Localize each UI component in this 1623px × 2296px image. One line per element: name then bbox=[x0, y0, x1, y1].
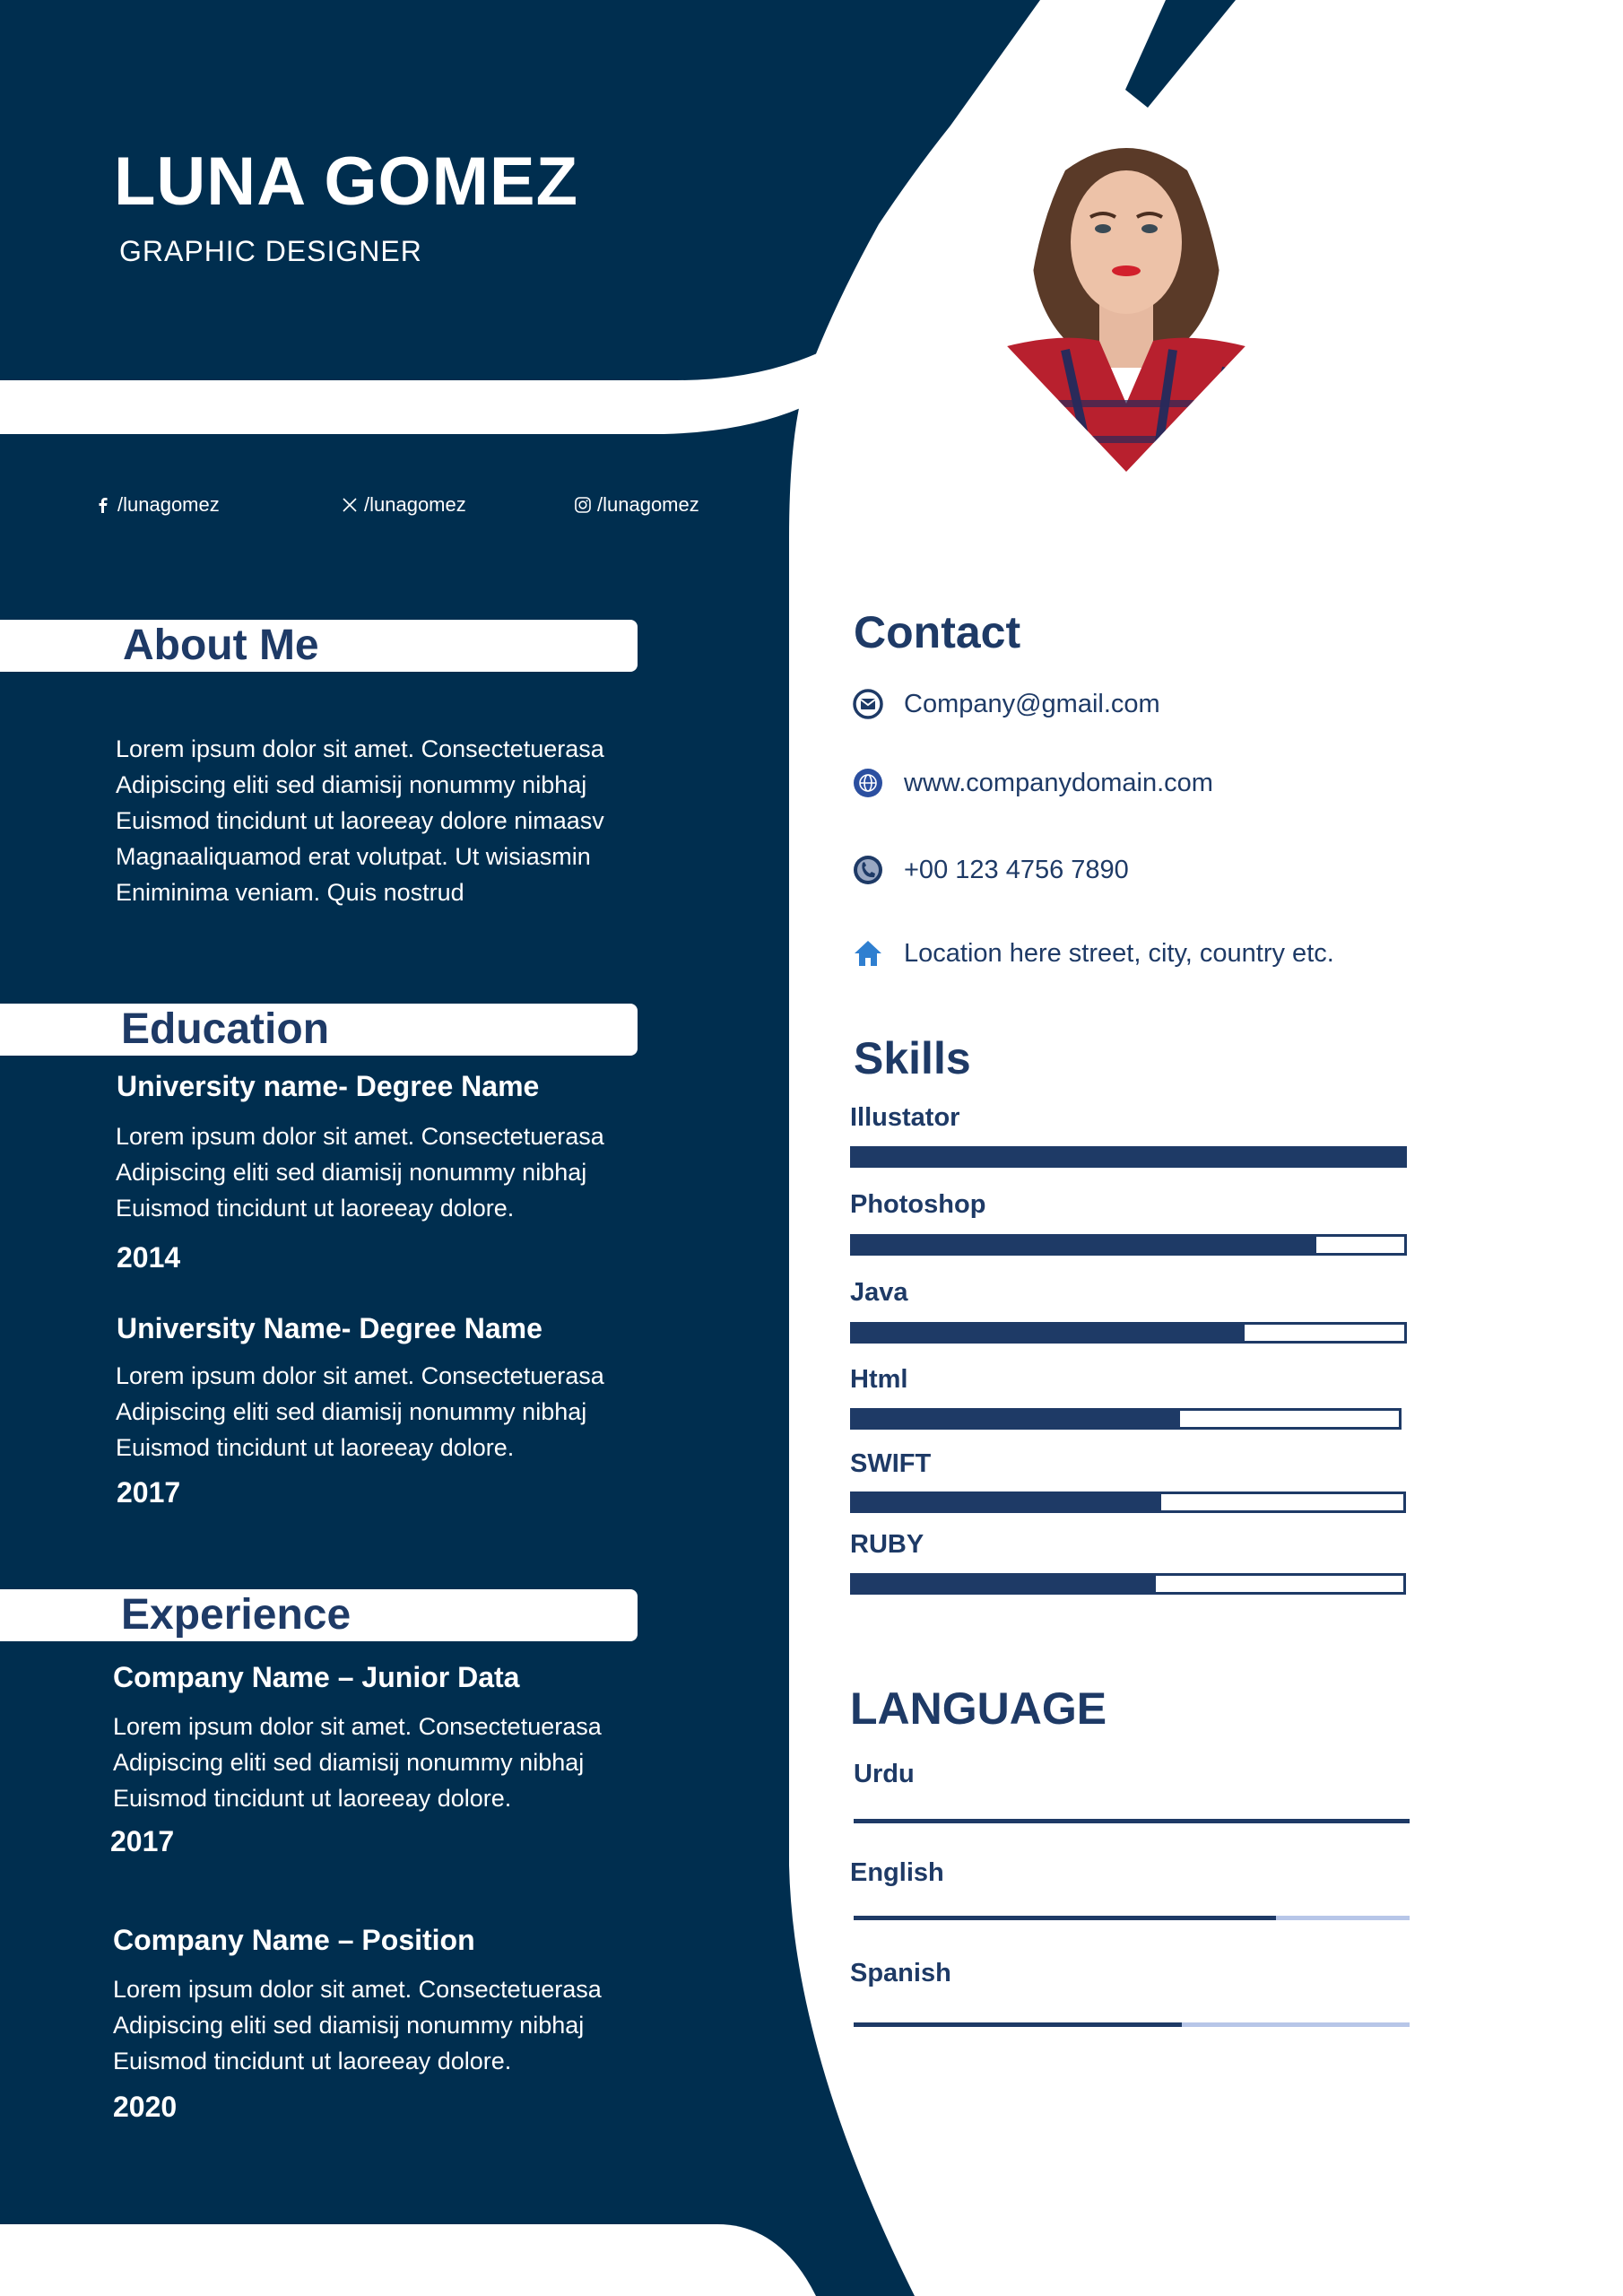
profile-photo bbox=[994, 135, 1259, 472]
email-icon bbox=[852, 688, 884, 720]
education-line: Adipiscing eliti sed diamisij nonummy nibhaj bbox=[116, 1398, 587, 1425]
language-level-fill bbox=[854, 1916, 1276, 1920]
experience-title: Company Name – Position bbox=[113, 1924, 475, 1956]
contact-email[interactable] bbox=[852, 688, 1160, 720]
facebook-handle: /lunagomez bbox=[117, 493, 220, 516]
skill-bar bbox=[850, 1492, 1406, 1513]
education-line: Adipiscing eliti sed diamisij nonummy nibhaj bbox=[116, 1159, 587, 1186]
language-level-track bbox=[854, 1916, 1410, 1920]
education-heading: Education bbox=[121, 1005, 330, 1053]
experience-line: Adipiscing eliti sed diamisij nonummy nibhaj bbox=[113, 2012, 585, 2039]
education-year: 2017 bbox=[117, 1476, 181, 1509]
website-text: www.companydomain.com bbox=[904, 768, 1213, 797]
experience-line: Adipiscing eliti sed diamisij nonummy nibhaj bbox=[113, 1749, 585, 1776]
skill-label: Illustator bbox=[850, 1103, 960, 1132]
language-level-track bbox=[854, 1819, 1410, 1823]
education-title: University Name- Degree Name bbox=[117, 1312, 542, 1344]
home-icon bbox=[852, 937, 884, 970]
experience-line: Euismod tincidunt ut laoreeay dolore. bbox=[113, 1785, 512, 1812]
experience-description bbox=[113, 1709, 602, 1816]
education-description bbox=[116, 1118, 604, 1226]
about-line: Eniminima veniam. Quis nostrud bbox=[116, 879, 464, 906]
skill-bar-fill bbox=[853, 1411, 1180, 1427]
phone-text: +00 123 4756 7890 bbox=[904, 855, 1129, 884]
email-text: Company@gmail.com bbox=[904, 689, 1160, 718]
contact-phone[interactable] bbox=[852, 854, 1129, 886]
education-description bbox=[116, 1358, 604, 1465]
language-level-fill bbox=[854, 1819, 1410, 1823]
skill-bar-fill bbox=[853, 1576, 1156, 1592]
contact-heading: Contact bbox=[854, 607, 1021, 657]
instagram-icon bbox=[574, 496, 592, 514]
skill-label: Html bbox=[850, 1365, 908, 1394]
language-level-track bbox=[854, 2022, 1410, 2027]
social-x[interactable] bbox=[341, 493, 466, 517]
about-heading: About Me bbox=[123, 622, 319, 669]
skill-bar-fill bbox=[853, 1494, 1161, 1510]
facebook-icon bbox=[94, 496, 112, 514]
about-line: Magnaaliquamod erat volutpat. Ut wisiasmin bbox=[116, 843, 591, 870]
skills-heading: Skills bbox=[854, 1033, 971, 1083]
language-label: English bbox=[850, 1858, 944, 1887]
experience-year: 2017 bbox=[110, 1825, 175, 1857]
about-line: Lorem ipsum dolor sit amet. Consectetuerasa bbox=[116, 735, 604, 762]
social-instagram[interactable] bbox=[574, 493, 699, 517]
language-level-fill bbox=[854, 2022, 1182, 2027]
skill-bar-fill bbox=[853, 1237, 1316, 1253]
education-title: University name- Degree Name bbox=[117, 1070, 540, 1102]
experience-year: 2020 bbox=[113, 2091, 178, 2123]
experience-heading: Experience bbox=[121, 1591, 352, 1639]
skill-bar bbox=[850, 1573, 1406, 1595]
skill-bar bbox=[850, 1146, 1407, 1168]
language-heading: LANGUAGE bbox=[850, 1683, 1107, 1734]
experience-line: Lorem ipsum dolor sit amet. Consectetuerasa bbox=[113, 1976, 602, 2003]
full-name: LUNA GOMEZ bbox=[114, 144, 579, 220]
experience-line: Lorem ipsum dolor sit amet. Consectetuerasa bbox=[113, 1713, 602, 1740]
skill-label: RUBY bbox=[850, 1530, 924, 1559]
education-line: Lorem ipsum dolor sit amet. Consectetuerasa bbox=[116, 1123, 604, 1150]
education-line: Euismod tincidunt ut laoreeay dolore. bbox=[116, 1434, 515, 1461]
experience-line: Euismod tincidunt ut laoreeay dolore. bbox=[113, 2048, 512, 2074]
contact-website[interactable] bbox=[852, 767, 1213, 799]
skill-label: Photoshop bbox=[850, 1190, 986, 1219]
instagram-handle: /lunagomez bbox=[597, 493, 699, 516]
skill-bar-fill bbox=[853, 1149, 1404, 1165]
about-line: Adipiscing eliti sed diamisij nonummy nibhaj bbox=[116, 771, 587, 798]
contact-location[interactable] bbox=[852, 937, 1334, 970]
experience-title: Company Name – Junior Data bbox=[113, 1661, 520, 1693]
globe-icon bbox=[852, 767, 884, 799]
experience-description bbox=[113, 1971, 602, 2079]
about-text bbox=[116, 731, 604, 910]
x-handle: /lunagomez bbox=[364, 493, 466, 516]
skill-bar bbox=[850, 1234, 1407, 1256]
skill-bar-fill bbox=[853, 1325, 1245, 1341]
education-line: Euismod tincidunt ut laoreeay dolore. bbox=[116, 1195, 515, 1222]
location-text: Location here street, city, country etc. bbox=[904, 938, 1334, 968]
skill-label: Java bbox=[850, 1278, 908, 1307]
x-icon bbox=[341, 496, 359, 514]
about-line: Euismod tincidunt ut laoreeay dolore nimaasv bbox=[116, 807, 604, 834]
skill-bar bbox=[850, 1408, 1402, 1430]
phone-icon bbox=[852, 854, 884, 886]
skill-bar bbox=[850, 1322, 1407, 1344]
social-facebook[interactable] bbox=[94, 493, 220, 517]
skill-label: SWIFT bbox=[850, 1449, 932, 1478]
job-title: GRAPHIC DESIGNER bbox=[119, 235, 422, 267]
language-label: Spanish bbox=[850, 1959, 951, 1987]
bottom-white-curve bbox=[0, 2224, 816, 2296]
education-line: Lorem ipsum dolor sit amet. Consectetuerasa bbox=[116, 1362, 604, 1389]
language-label: Urdu bbox=[854, 1760, 915, 1788]
education-year: 2014 bbox=[117, 1241, 181, 1274]
